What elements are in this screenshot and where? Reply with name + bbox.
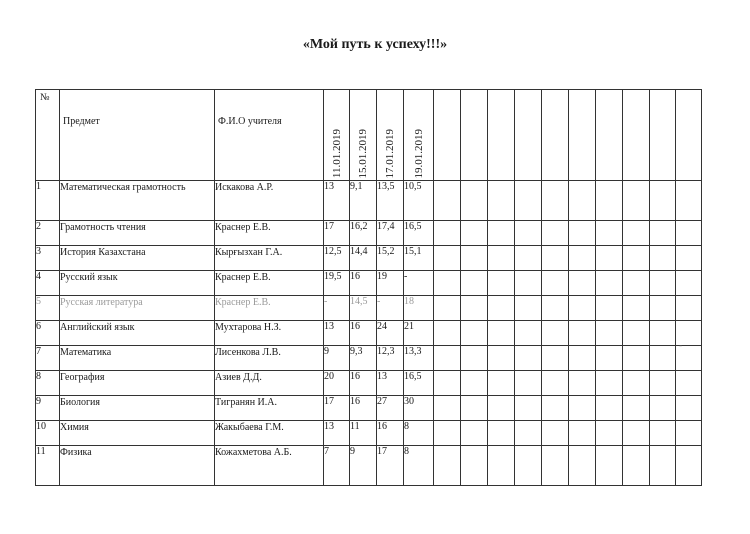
table-row xyxy=(36,271,702,296)
row-number: 10 xyxy=(36,421,60,446)
empty-cell xyxy=(676,221,702,246)
row-number: 5 xyxy=(36,296,60,321)
score-cell: 16 xyxy=(350,321,377,346)
table-row xyxy=(36,346,702,371)
empty-cell xyxy=(488,221,515,246)
score-cell: 21 xyxy=(404,321,434,346)
empty-cell xyxy=(650,181,676,221)
empty-cell xyxy=(596,446,623,486)
empty-cell xyxy=(569,346,596,371)
subject-cell: Русский язык xyxy=(60,271,215,296)
empty-cell xyxy=(596,421,623,446)
empty-cell xyxy=(596,246,623,271)
empty-cell xyxy=(650,246,676,271)
score-cell: 13 xyxy=(377,371,404,396)
stray-mark: - xyxy=(679,340,682,350)
empty-cell xyxy=(461,371,488,396)
empty-cell xyxy=(596,271,623,296)
row-number: 2 xyxy=(36,221,60,246)
empty-cell xyxy=(461,90,488,181)
empty-cell xyxy=(569,181,596,221)
score-cell: 17,4 xyxy=(377,221,404,246)
subject-cell: Грамотность чтения xyxy=(60,221,215,246)
empty-cell xyxy=(434,296,461,321)
empty-cell xyxy=(650,346,676,371)
empty-cell xyxy=(542,421,569,446)
empty-cell xyxy=(623,90,650,181)
empty-cell xyxy=(488,181,515,221)
teacher-cell: Тигранян И.А. xyxy=(215,396,324,421)
empty-cell xyxy=(623,396,650,421)
score-cell: 30 xyxy=(404,396,434,421)
empty-cell xyxy=(650,396,676,421)
table-row xyxy=(36,321,702,346)
empty-cell xyxy=(434,271,461,296)
score-cell: 16 xyxy=(350,271,377,296)
empty-cell xyxy=(542,90,569,181)
empty-cell xyxy=(434,246,461,271)
empty-cell xyxy=(515,371,542,396)
teacher-cell: Краснер Е.В. xyxy=(215,221,324,246)
empty-cell xyxy=(488,90,515,181)
row-number: 3 xyxy=(36,246,60,271)
score-cell: 9,3 xyxy=(350,346,377,371)
empty-cell xyxy=(569,271,596,296)
score-cell: 13 xyxy=(324,421,350,446)
score-cell: 12,5 xyxy=(324,246,350,271)
score-cell: 8 xyxy=(404,446,434,486)
score-cell: 10,5 xyxy=(404,181,434,221)
empty-cell xyxy=(596,90,623,181)
header-num: № xyxy=(36,90,60,181)
empty-cell xyxy=(542,296,569,321)
header-date: 11.01.2019 xyxy=(324,90,350,181)
table-row xyxy=(36,396,702,421)
empty-cell xyxy=(650,221,676,246)
empty-cell xyxy=(488,421,515,446)
score-cell: 13,3 xyxy=(404,346,434,371)
empty-cell xyxy=(461,321,488,346)
empty-cell xyxy=(515,90,542,181)
empty-cell xyxy=(461,396,488,421)
teacher-cell: Жакыбаева Г.М. xyxy=(215,421,324,446)
row-number: 1 xyxy=(36,181,60,221)
empty-cell xyxy=(434,396,461,421)
empty-cell xyxy=(515,446,542,486)
score-cell: 24 xyxy=(377,321,404,346)
teacher-cell: Кожахметова А.Б. xyxy=(215,446,324,486)
empty-cell xyxy=(676,181,702,221)
empty-cell xyxy=(596,346,623,371)
empty-cell xyxy=(569,396,596,421)
score-cell: 11 xyxy=(350,421,377,446)
empty-cell xyxy=(569,321,596,346)
empty-cell xyxy=(569,446,596,486)
score-cell: 15,2 xyxy=(377,246,404,271)
score-cell: 19,5 xyxy=(324,271,350,296)
empty-cell xyxy=(434,446,461,486)
header-date: 17.01.2019 xyxy=(377,90,404,181)
empty-cell xyxy=(461,446,488,486)
score-cell: 17 xyxy=(377,446,404,486)
row-number: 7 xyxy=(36,346,60,371)
table-row xyxy=(36,371,702,396)
score-cell: 9,1 xyxy=(350,181,377,221)
empty-cell xyxy=(623,221,650,246)
empty-cell xyxy=(676,271,702,296)
empty-cell xyxy=(515,321,542,346)
subject-cell: Английский язык xyxy=(60,321,215,346)
empty-cell xyxy=(676,246,702,271)
empty-cell xyxy=(596,396,623,421)
teacher-cell: Кырғызхан Г.А. xyxy=(215,246,324,271)
empty-cell xyxy=(434,181,461,221)
row-number: 4 xyxy=(36,271,60,296)
empty-cell xyxy=(650,421,676,446)
subject-cell: Математика xyxy=(60,346,215,371)
empty-cell xyxy=(542,221,569,246)
teacher-cell: Азиев Д.Д. xyxy=(215,371,324,396)
empty-cell xyxy=(515,396,542,421)
empty-cell xyxy=(488,346,515,371)
empty-cell xyxy=(461,246,488,271)
empty-cell xyxy=(542,181,569,221)
empty-cell xyxy=(542,271,569,296)
row-number: 11 xyxy=(36,446,60,486)
grades-table xyxy=(35,89,702,486)
score-cell: - xyxy=(377,296,404,321)
table-row xyxy=(36,296,702,321)
row-number: 9 xyxy=(36,396,60,421)
header-date: 15.01.2019 xyxy=(350,90,377,181)
subject-cell: Химия xyxy=(60,421,215,446)
score-cell: 17 xyxy=(324,396,350,421)
empty-cell xyxy=(488,296,515,321)
empty-cell xyxy=(623,181,650,221)
empty-cell xyxy=(569,371,596,396)
empty-cell xyxy=(676,90,702,181)
empty-cell xyxy=(488,271,515,296)
score-cell: 16,5 xyxy=(404,221,434,246)
empty-cell xyxy=(515,271,542,296)
score-cell: 20 xyxy=(324,371,350,396)
teacher-cell: Краснер Е.В. xyxy=(215,271,324,296)
empty-cell xyxy=(623,421,650,446)
empty-cell xyxy=(515,246,542,271)
teacher-cell: Искакова А.Р. xyxy=(215,181,324,221)
score-cell: 12,3 xyxy=(377,346,404,371)
subject-cell: География xyxy=(60,371,215,396)
header-teacher: Ф.И.О учителя xyxy=(215,90,324,181)
empty-cell xyxy=(676,446,702,486)
score-cell: 13 xyxy=(324,321,350,346)
empty-cell xyxy=(434,371,461,396)
score-cell: 19 xyxy=(377,271,404,296)
score-cell: 9 xyxy=(350,446,377,486)
empty-cell xyxy=(488,396,515,421)
table-row xyxy=(36,221,702,246)
empty-cell xyxy=(623,246,650,271)
empty-cell xyxy=(569,246,596,271)
subject-cell: История Казахстана xyxy=(60,246,215,271)
empty-cell xyxy=(623,296,650,321)
score-cell: 13 xyxy=(324,181,350,221)
empty-cell xyxy=(461,296,488,321)
empty-cell xyxy=(623,371,650,396)
empty-cell xyxy=(596,221,623,246)
score-cell: - xyxy=(324,296,350,321)
page-title: «Мой путь к успеху!!!» xyxy=(302,37,448,52)
empty-cell xyxy=(434,346,461,371)
empty-cell xyxy=(542,371,569,396)
empty-cell xyxy=(542,246,569,271)
empty-cell xyxy=(569,90,596,181)
row-number: 6 xyxy=(36,321,60,346)
empty-cell xyxy=(488,371,515,396)
header-date: 19.01.2019 xyxy=(404,90,434,181)
subject-cell: Русская литература xyxy=(60,296,215,321)
empty-cell xyxy=(461,271,488,296)
subject-cell: Математическая грамотность xyxy=(60,181,215,221)
score-cell: 14,5 xyxy=(350,296,377,321)
score-cell: 14,4 xyxy=(350,246,377,271)
empty-cell xyxy=(650,90,676,181)
empty-cell xyxy=(569,296,596,321)
empty-cell xyxy=(461,421,488,446)
teacher-cell: Краснер Е.В. xyxy=(215,296,324,321)
score-cell: 7 xyxy=(324,446,350,486)
empty-cell xyxy=(676,371,702,396)
empty-cell xyxy=(515,181,542,221)
empty-cell xyxy=(542,346,569,371)
empty-cell xyxy=(623,321,650,346)
score-cell: 17 xyxy=(324,221,350,246)
table-row xyxy=(36,421,702,446)
table-row xyxy=(36,181,702,221)
empty-cell xyxy=(596,296,623,321)
empty-cell xyxy=(542,446,569,486)
score-cell: 16,5 xyxy=(404,371,434,396)
teacher-cell: Мухтарова Н.З. xyxy=(215,321,324,346)
empty-cell xyxy=(676,396,702,421)
header-subject: Предмет xyxy=(60,90,215,181)
empty-cell xyxy=(434,321,461,346)
score-cell: 9 xyxy=(324,346,350,371)
score-cell: 27 xyxy=(377,396,404,421)
empty-cell xyxy=(623,446,650,486)
score-cell: 13,5 xyxy=(377,181,404,221)
empty-cell xyxy=(515,346,542,371)
empty-cell xyxy=(488,446,515,486)
table-row xyxy=(36,246,702,271)
score-cell: - xyxy=(404,271,434,296)
empty-cell xyxy=(650,371,676,396)
empty-cell xyxy=(650,446,676,486)
empty-cell xyxy=(515,296,542,321)
empty-cell xyxy=(542,321,569,346)
score-cell: 18 xyxy=(404,296,434,321)
empty-cell xyxy=(515,221,542,246)
empty-cell xyxy=(515,421,542,446)
empty-cell xyxy=(623,271,650,296)
score-cell: 15,1 xyxy=(404,246,434,271)
empty-cell xyxy=(650,321,676,346)
score-cell: 8 xyxy=(404,421,434,446)
score-cell: 16 xyxy=(377,421,404,446)
subject-cell: Физика xyxy=(60,446,215,486)
empty-cell xyxy=(569,221,596,246)
empty-cell xyxy=(434,421,461,446)
empty-cell xyxy=(461,346,488,371)
empty-cell xyxy=(596,181,623,221)
empty-cell xyxy=(488,321,515,346)
empty-cell xyxy=(650,296,676,321)
empty-cell xyxy=(569,421,596,446)
empty-cell xyxy=(650,271,676,296)
table-row xyxy=(36,446,702,486)
score-cell: 16 xyxy=(350,371,377,396)
empty-cell xyxy=(488,246,515,271)
subject-cell: Биология xyxy=(60,396,215,421)
score-cell: 16 xyxy=(350,396,377,421)
header-row xyxy=(36,90,702,181)
empty-cell xyxy=(596,321,623,346)
empty-cell xyxy=(434,90,461,181)
row-number: 8 xyxy=(36,371,60,396)
empty-cell xyxy=(676,421,702,446)
empty-cell xyxy=(542,396,569,421)
empty-cell xyxy=(461,181,488,221)
score-cell: 16,2 xyxy=(350,221,377,246)
teacher-cell: Лисенкова Л.В. xyxy=(215,346,324,371)
empty-cell xyxy=(623,346,650,371)
empty-cell xyxy=(676,296,702,321)
empty-cell xyxy=(461,221,488,246)
empty-cell xyxy=(596,371,623,396)
empty-cell xyxy=(434,221,461,246)
